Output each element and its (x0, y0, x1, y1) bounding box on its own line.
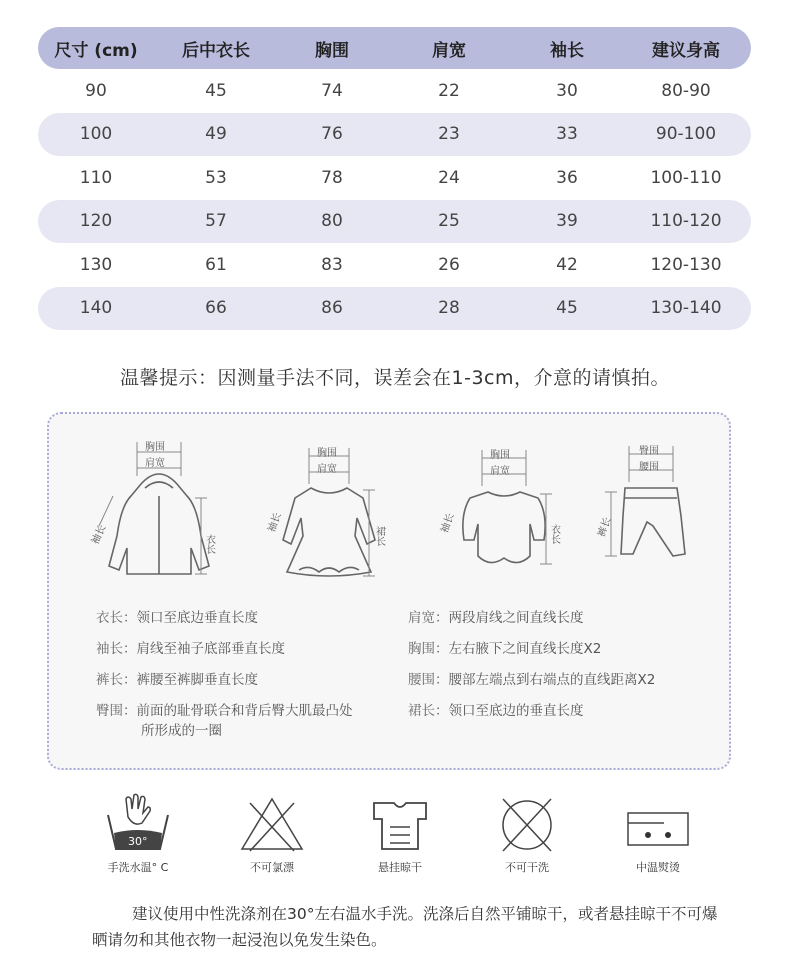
table-cell: 83 (321, 254, 343, 275)
desc-item: 肩宽：两段肩线之间直线长度 (408, 610, 584, 626)
desc-item: 臀围：前面的耻骨联合和背后臀大肌最凸处 (96, 703, 353, 719)
table-cell: 90 (85, 80, 107, 101)
care-no-bleach (222, 793, 322, 875)
desc-item: 裤长：裤腰至裤脚垂直长度 (96, 672, 258, 688)
table-cell: 100 (79, 124, 113, 145)
hand-wash-icon (98, 793, 178, 855)
chest-label: 胸围 (317, 448, 337, 459)
table-cell: 80 (321, 211, 343, 232)
table-cell: 42 (556, 254, 578, 275)
medium-iron-icon (618, 793, 698, 855)
care-label: 手洗水温° C (107, 861, 169, 874)
shoulder-label: 肩宽 (317, 464, 337, 475)
table-cell: 23 (438, 124, 460, 145)
desc-item: 胸围：左右腋下之间直线长度X2 (408, 641, 602, 657)
table-cell: 100-110 (650, 167, 722, 188)
table-cell: 110-120 (650, 211, 722, 232)
header-shoulder: 肩宽 (432, 40, 466, 61)
care-note: 建议使用中性洗涤剂在30°左右温水手洗。洗涤后自然平铺晾干，或者悬挂晾干不可爆晒请勿和其他衣物一起浸泡以免发生染色。 (92, 905, 718, 949)
table-cell: 86 (321, 298, 343, 319)
table-cell: 61 (205, 254, 227, 275)
table-cell: 39 (556, 211, 578, 232)
table-cell: 28 (438, 298, 460, 319)
length-label: 衣长 (203, 534, 215, 554)
desc-right (408, 608, 708, 721)
care-hang-dry (350, 793, 450, 875)
romper-diagram (434, 444, 574, 584)
dress-length-label: 裙长 (373, 526, 385, 546)
shoulder-label: 肩宽 (490, 466, 510, 477)
table-cell: 45 (205, 80, 227, 101)
sleeve-label: 袖长 (266, 511, 284, 534)
chest-label: 胸围 (490, 450, 510, 461)
waist-label: 腰围 (639, 462, 659, 473)
table-cell: 80-90 (661, 80, 711, 101)
table-cell: 57 (205, 211, 227, 232)
jacket-diagram (79, 436, 239, 596)
table-row (38, 156, 751, 200)
chest-label: 胸围 (145, 442, 165, 453)
table-cell: 66 (205, 298, 227, 319)
care-label: 悬挂晾干 (378, 861, 422, 874)
pants-length-label: 裤长 (596, 516, 614, 539)
hang-dry-icon (360, 793, 440, 855)
header-sleeve: 袖长 (550, 40, 584, 61)
no-bleach-icon (232, 793, 312, 855)
measurement-guide (47, 412, 731, 770)
table-cell: 36 (556, 167, 578, 188)
pants-diagram (589, 442, 709, 572)
table-cell: 53 (205, 167, 227, 188)
size-table (38, 27, 751, 330)
table-cell: 76 (321, 124, 343, 145)
table-cell: 140 (79, 298, 113, 319)
care-hand-wash (88, 793, 188, 875)
table-row (38, 243, 751, 287)
table-cell: 25 (438, 211, 460, 232)
hip-label: 臀围 (639, 446, 659, 457)
table-cell: 45 (556, 298, 578, 319)
care-label: 中温熨烫 (636, 861, 680, 874)
table-cell: 24 (438, 167, 460, 188)
table-cell: 26 (438, 254, 460, 275)
table-cell: 120-130 (650, 254, 722, 275)
desc-item: 裙长：领口至底边的垂直长度 (408, 703, 584, 719)
table-row (38, 200, 751, 244)
table-cell: 120 (79, 211, 113, 232)
table-row (38, 69, 751, 113)
table-header (38, 27, 751, 69)
table-cell: 33 (556, 124, 578, 145)
care-label: 不可干洗 (505, 861, 549, 874)
header-size: 尺寸 (cm) (54, 40, 138, 61)
header-back-length: 后中衣长 (182, 40, 250, 61)
desc-item: 腰围：腰部左端点到右端点的直线距离X2 (408, 672, 656, 688)
header-chest: 胸围 (315, 40, 349, 61)
table-cell: 90-100 (655, 124, 717, 145)
desc-left (96, 608, 416, 741)
no-dry-clean-icon (487, 793, 567, 855)
table-cell: 130-140 (650, 298, 722, 319)
table-cell: 110 (79, 167, 113, 188)
care-no-dry-clean (477, 793, 577, 875)
length-label: 衣长 (548, 524, 560, 544)
table-row (38, 287, 751, 331)
table-cell: 49 (205, 124, 227, 145)
wash-temp: 30° (128, 835, 148, 848)
table-row (38, 113, 751, 157)
table-cell: 22 (438, 80, 460, 101)
table-cell: 78 (321, 167, 343, 188)
shoulder-label: 肩宽 (145, 458, 165, 469)
desc-item: 所形成的一圈 (141, 723, 222, 739)
table-cell: 30 (556, 80, 578, 101)
header-height: 建议身高 (652, 40, 720, 61)
table-cell: 74 (321, 80, 343, 101)
care-medium-iron (608, 793, 708, 875)
sleeve-label: 袖长 (439, 512, 457, 535)
care-label: 不可氯漂 (250, 861, 294, 874)
sleeve-label: 袖长 (89, 523, 109, 547)
desc-item: 袖长：肩线至袖子底部垂直长度 (96, 641, 285, 657)
table-cell: 130 (79, 254, 113, 275)
dress-diagram (259, 444, 399, 594)
desc-item: 衣长：领口至底边垂直长度 (96, 610, 258, 626)
measurement-tip: 温馨提示：因测量手法不同，误差会在1-3cm，介意的请慎拍。 (120, 367, 670, 389)
